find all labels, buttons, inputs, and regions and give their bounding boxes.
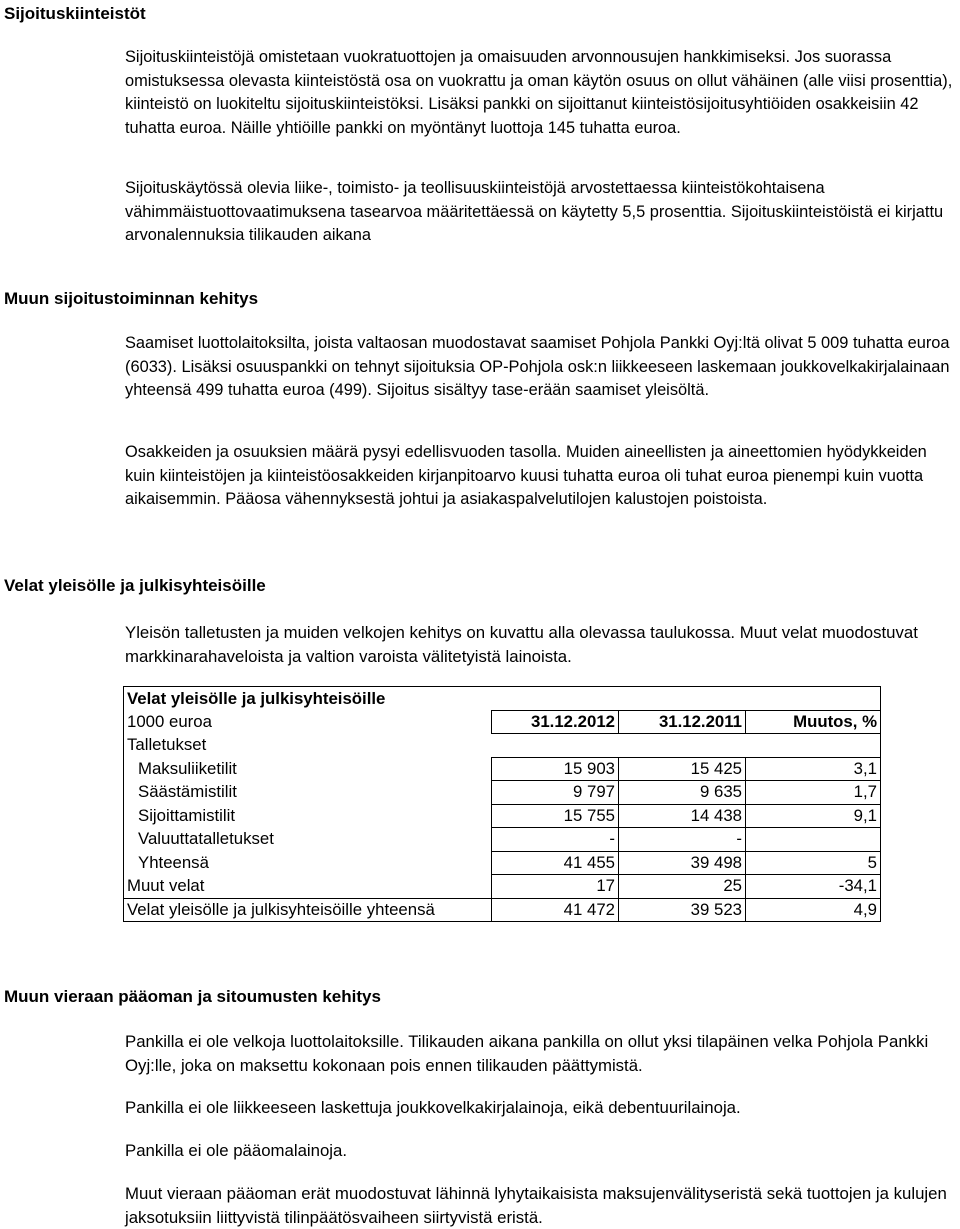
cell-2011: - — [619, 828, 746, 852]
column-header: 31.12.2012 — [492, 710, 619, 734]
table-row — [124, 828, 881, 852]
cell-2012: - — [492, 828, 619, 852]
row-label: Yhteensä — [124, 851, 492, 875]
paragraph-other-investment-2: Osakkeiden ja osuuksien määrä pysyi edellisvuoden tasolla. Muiden aineellisten ja aineettomien hyödykkeiden kuin kiinteistöjen ja kiinteistöosakkeiden kirjanpitoarvo kuusi tuhatta euroa oli tuhat euroa pienempi kuin vuotta aikaisemmin. Pääosa vähennyksestä johtui ja asiakaspalvelutilojen kalustojen poistoista. — [125, 443, 927, 508]
row-label: Säästämistilit — [124, 781, 492, 805]
table-group-row — [124, 734, 881, 758]
section-title-other-liabilities: Muun vieraan pääoman ja sitoumusten kehitys — [4, 987, 381, 1006]
paragraph-liabilities: Yleisön talletusten ja muiden velkojen kehitys on kuvattu alla olevassa taulukossa. Muut velat muodostuvat markkinarahaveloista ja valtion varoista välitetyistä lainoista. — [125, 623, 918, 666]
paragraph-other-liabilities-1: Pankilla ei ole velkoja luottolaitoksille. Tilikauden aikana pankilla on ollut yksi tilapäinen velka Pohjola Pankki Oyj:lle, joka on maksettu kokonaan pois ennen tilikauden päättymistä. — [125, 1032, 929, 1075]
cell-2012: 9 797 — [492, 781, 619, 805]
table-total-row — [124, 898, 881, 922]
paragraph-investment-properties-2: Sijoituskäytössä olevia liike-, toimisto- ja teollisuuskiinteistöjä arvostettaessa kiinteistökohtaisena vähimmäistuottovaatimuksena tasearvoa määritettäessä on käytetty 5,5 prosenttia. Sijoituskiinteistöistä ei kirjattu arvonalennuksia tilikauden aikana — [125, 179, 944, 244]
cell-change: 1,7 — [746, 781, 881, 805]
paragraph-other-liabilities-4: Muut vieraan pääoman erät muodostuvat lähinnä lyhytaikaisista maksujenvälityseristä sekä tuottojen ja kulujen jaksotuksiin liittyvistä tilinpäätösvaiheen siirtyvistä eristä. — [125, 1184, 947, 1227]
table-row — [124, 851, 881, 875]
section-title-investment-properties: Sijoituskiinteistöt — [4, 4, 146, 23]
cell-2012: 15 755 — [492, 804, 619, 828]
table-row — [124, 875, 881, 899]
row-label: Velat yleisölle ja julkisyhteisöille yhteensä — [124, 898, 492, 922]
table-row — [124, 757, 881, 781]
section-title-liabilities: Velat yleisölle ja julkisyhteisöille — [4, 576, 266, 595]
section-title-other-investment: Muun sijoitustoiminnan kehitys — [4, 289, 259, 308]
paragraph-investment-properties-1: Sijoituskiinteistöjä omistetaan vuokratuottojen ja omaisuuden arvonnousujen hankkimiseksi. Jos suorassa omistuksessa olevasta kiinteistöstä osa on vuokrattu ja oman käytön osuus on ollut vähäinen (alle viisi prosenttia), kiinteistö on luokiteltu sijoituskiinteistöksi. Lisäksi pankki on sijoittanut kiinteistösijoitusyhtiöiden osakkeisiin 42 tuhatta euroa. Näille yhtiöille pankki on myöntänyt luottoja 145 tuhatta euroa. — [125, 48, 953, 137]
table-header-row — [124, 710, 881, 734]
row-label: Muut velat — [124, 875, 492, 899]
cell-2012: 15 903 — [492, 757, 619, 781]
column-header: Muutos, % — [746, 710, 881, 734]
cell-change: 9,1 — [746, 804, 881, 828]
table-title-row — [124, 687, 881, 711]
cell-change: 5 — [746, 851, 881, 875]
row-label: Sijoittamistilit — [124, 804, 492, 828]
cell-change: 3,1 — [746, 757, 881, 781]
cell-2011: 25 — [619, 875, 746, 899]
cell-2011: 14 438 — [619, 804, 746, 828]
row-label: Maksuliiketilit — [124, 757, 492, 781]
paragraph-other-liabilities-3: Pankilla ei ole pääomalainoja. — [125, 1141, 348, 1160]
cell-2012: 17 — [492, 875, 619, 899]
table-title: Velat yleisölle ja julkisyhteisöille — [124, 687, 492, 711]
table-row — [124, 804, 881, 828]
cell-2012: 41 472 — [492, 898, 619, 922]
table-group-label: Talletukset — [124, 734, 492, 758]
row-label: Valuuttatalletukset — [124, 828, 492, 852]
cell-2011: 9 635 — [619, 781, 746, 805]
cell-2011: 39 523 — [619, 898, 746, 922]
cell-2012: 41 455 — [492, 851, 619, 875]
paragraph-other-liabilities-2: Pankilla ei ole liikkeeseen laskettuja joukkovelkakirjalainoja, eikä debentuurilainoja. — [125, 1098, 741, 1117]
cell-change — [746, 828, 881, 852]
column-header: 31.12.2011 — [619, 710, 746, 734]
table-row — [124, 781, 881, 805]
cell-change: -34,1 — [746, 875, 881, 899]
cell-2011: 15 425 — [619, 757, 746, 781]
paragraph-other-investment-1: Saamiset luottolaitoksilta, joista valtaosan muodostavat saamiset Pohjola Pankki Oyj:ltä olivat 5 009 tuhatta euroa (6033). Lisäksi osuuspankki on tehnyt sijoituksia OP-Pohjola osk:n liikkeeseen laskemaan joukkovelkakirjalainaan yhteensä 499 tuhatta euroa (499). Sijoitus sisältyy tase-erään saamiset yleisöltä. — [125, 334, 950, 399]
cell-2011: 39 498 — [619, 851, 746, 875]
liabilities-table — [123, 686, 881, 922]
table-unit: 1000 euroa — [124, 710, 492, 734]
cell-change: 4,9 — [746, 898, 881, 922]
